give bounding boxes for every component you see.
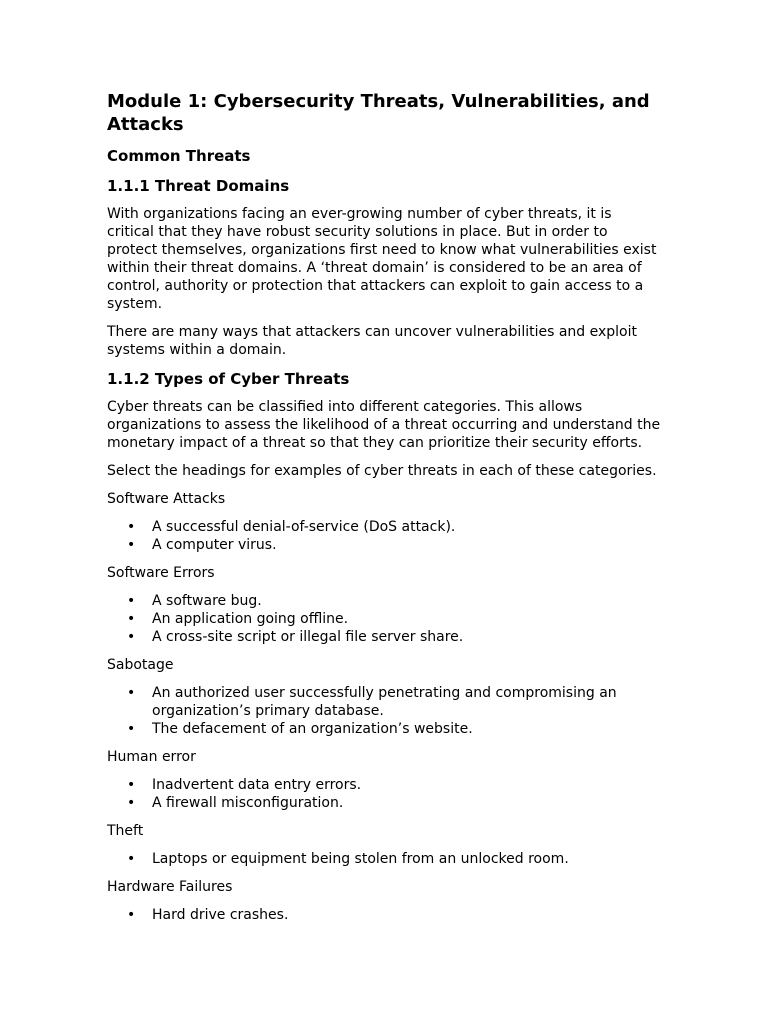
list-item-text: A software bug. (152, 593, 262, 609)
bullet-list (107, 684, 661, 738)
bullet-list (107, 850, 661, 868)
paragraph: With organizations facing an ever-growing number of cyber threats, it is critical that they have robust security solutions in place. But in order to protect themselves, organizations first need to know what vulnerabilities exist within their threat domains. A ‘threat domain’ is considered to be an area of control, authority or protection that attackers can exploit to gain access to a system. (107, 206, 657, 312)
list-item (107, 592, 661, 610)
list-item (107, 536, 661, 554)
paragraph: Select the headings for examples of cyber threats in each of these categories. (107, 463, 657, 479)
bullet-list (107, 592, 661, 646)
list-item (107, 610, 661, 628)
list-item (107, 628, 661, 646)
bullet-icon: • (127, 537, 136, 553)
bullet-list (107, 776, 661, 812)
bullet-icon: • (127, 851, 136, 867)
section-heading: Common Threats (107, 147, 251, 165)
paragraph: There are many ways that attackers can uncover vulnerabilities and exploit systems within a domain. (107, 324, 637, 358)
list-item (107, 850, 661, 868)
bullet-icon: • (127, 721, 136, 737)
list-item-text: A computer virus. (152, 537, 277, 553)
category-heading-sabotage[interactable]: Sabotage (107, 657, 174, 673)
bullet-list (107, 906, 661, 924)
list-item-text: The defacement of an organization’s website. (152, 721, 473, 737)
bullet-icon: • (127, 629, 136, 645)
threat-domains-heading: 1.1.1 Threat Domains (107, 177, 290, 195)
list-item-text: A cross-site script or illegal file server share. (152, 629, 464, 645)
cyber-threat-types-heading: 1.1.2 Types of Cyber Threats (107, 370, 350, 388)
list-item-text: A successful denial-of-service (DoS attack). (152, 519, 456, 535)
bullet-icon: • (127, 519, 136, 535)
list-item-text: Inadvertent data entry errors. (152, 777, 362, 793)
list-item (107, 684, 661, 720)
list-item (107, 906, 661, 924)
list-item-text: An application going offline. (152, 611, 349, 627)
list-item (107, 518, 661, 536)
module-title: Module 1: Cybersecurity Threats, Vulnerabilities, and Attacks (107, 91, 650, 135)
list-item (107, 776, 661, 794)
list-item (107, 720, 661, 738)
list-item-text: Laptops or equipment being stolen from an unlocked room. (152, 851, 569, 867)
bullet-list (107, 518, 661, 554)
category-heading-human-error[interactable]: Human error (107, 749, 196, 765)
bullet-icon: • (127, 685, 136, 701)
paragraph: Cyber threats can be classified into different categories. This allows organizations to assess the likelihood of a threat occurring and understand the monetary impact of a threat so that they can prioritize their security efforts. (107, 399, 661, 451)
category-heading-software-errors[interactable]: Software Errors (107, 565, 215, 581)
category-heading-hardware-failures[interactable]: Hardware Failures (107, 879, 233, 895)
bullet-icon: • (127, 795, 136, 811)
bullet-icon: • (127, 777, 136, 793)
list-item (107, 794, 661, 812)
category-heading-theft[interactable]: Theft (107, 823, 144, 839)
bullet-icon: • (127, 907, 136, 923)
category-heading-software-attacks[interactable]: Software Attacks (107, 491, 226, 507)
list-item-text: Hard drive crashes. (152, 907, 289, 923)
list-item-text: An authorized user successfully penetrating and compromising an organization’s primary database. (152, 685, 617, 719)
bullet-icon: • (127, 593, 136, 609)
list-item-text: A firewall misconfiguration. (152, 795, 344, 811)
bullet-icon: • (127, 611, 136, 627)
